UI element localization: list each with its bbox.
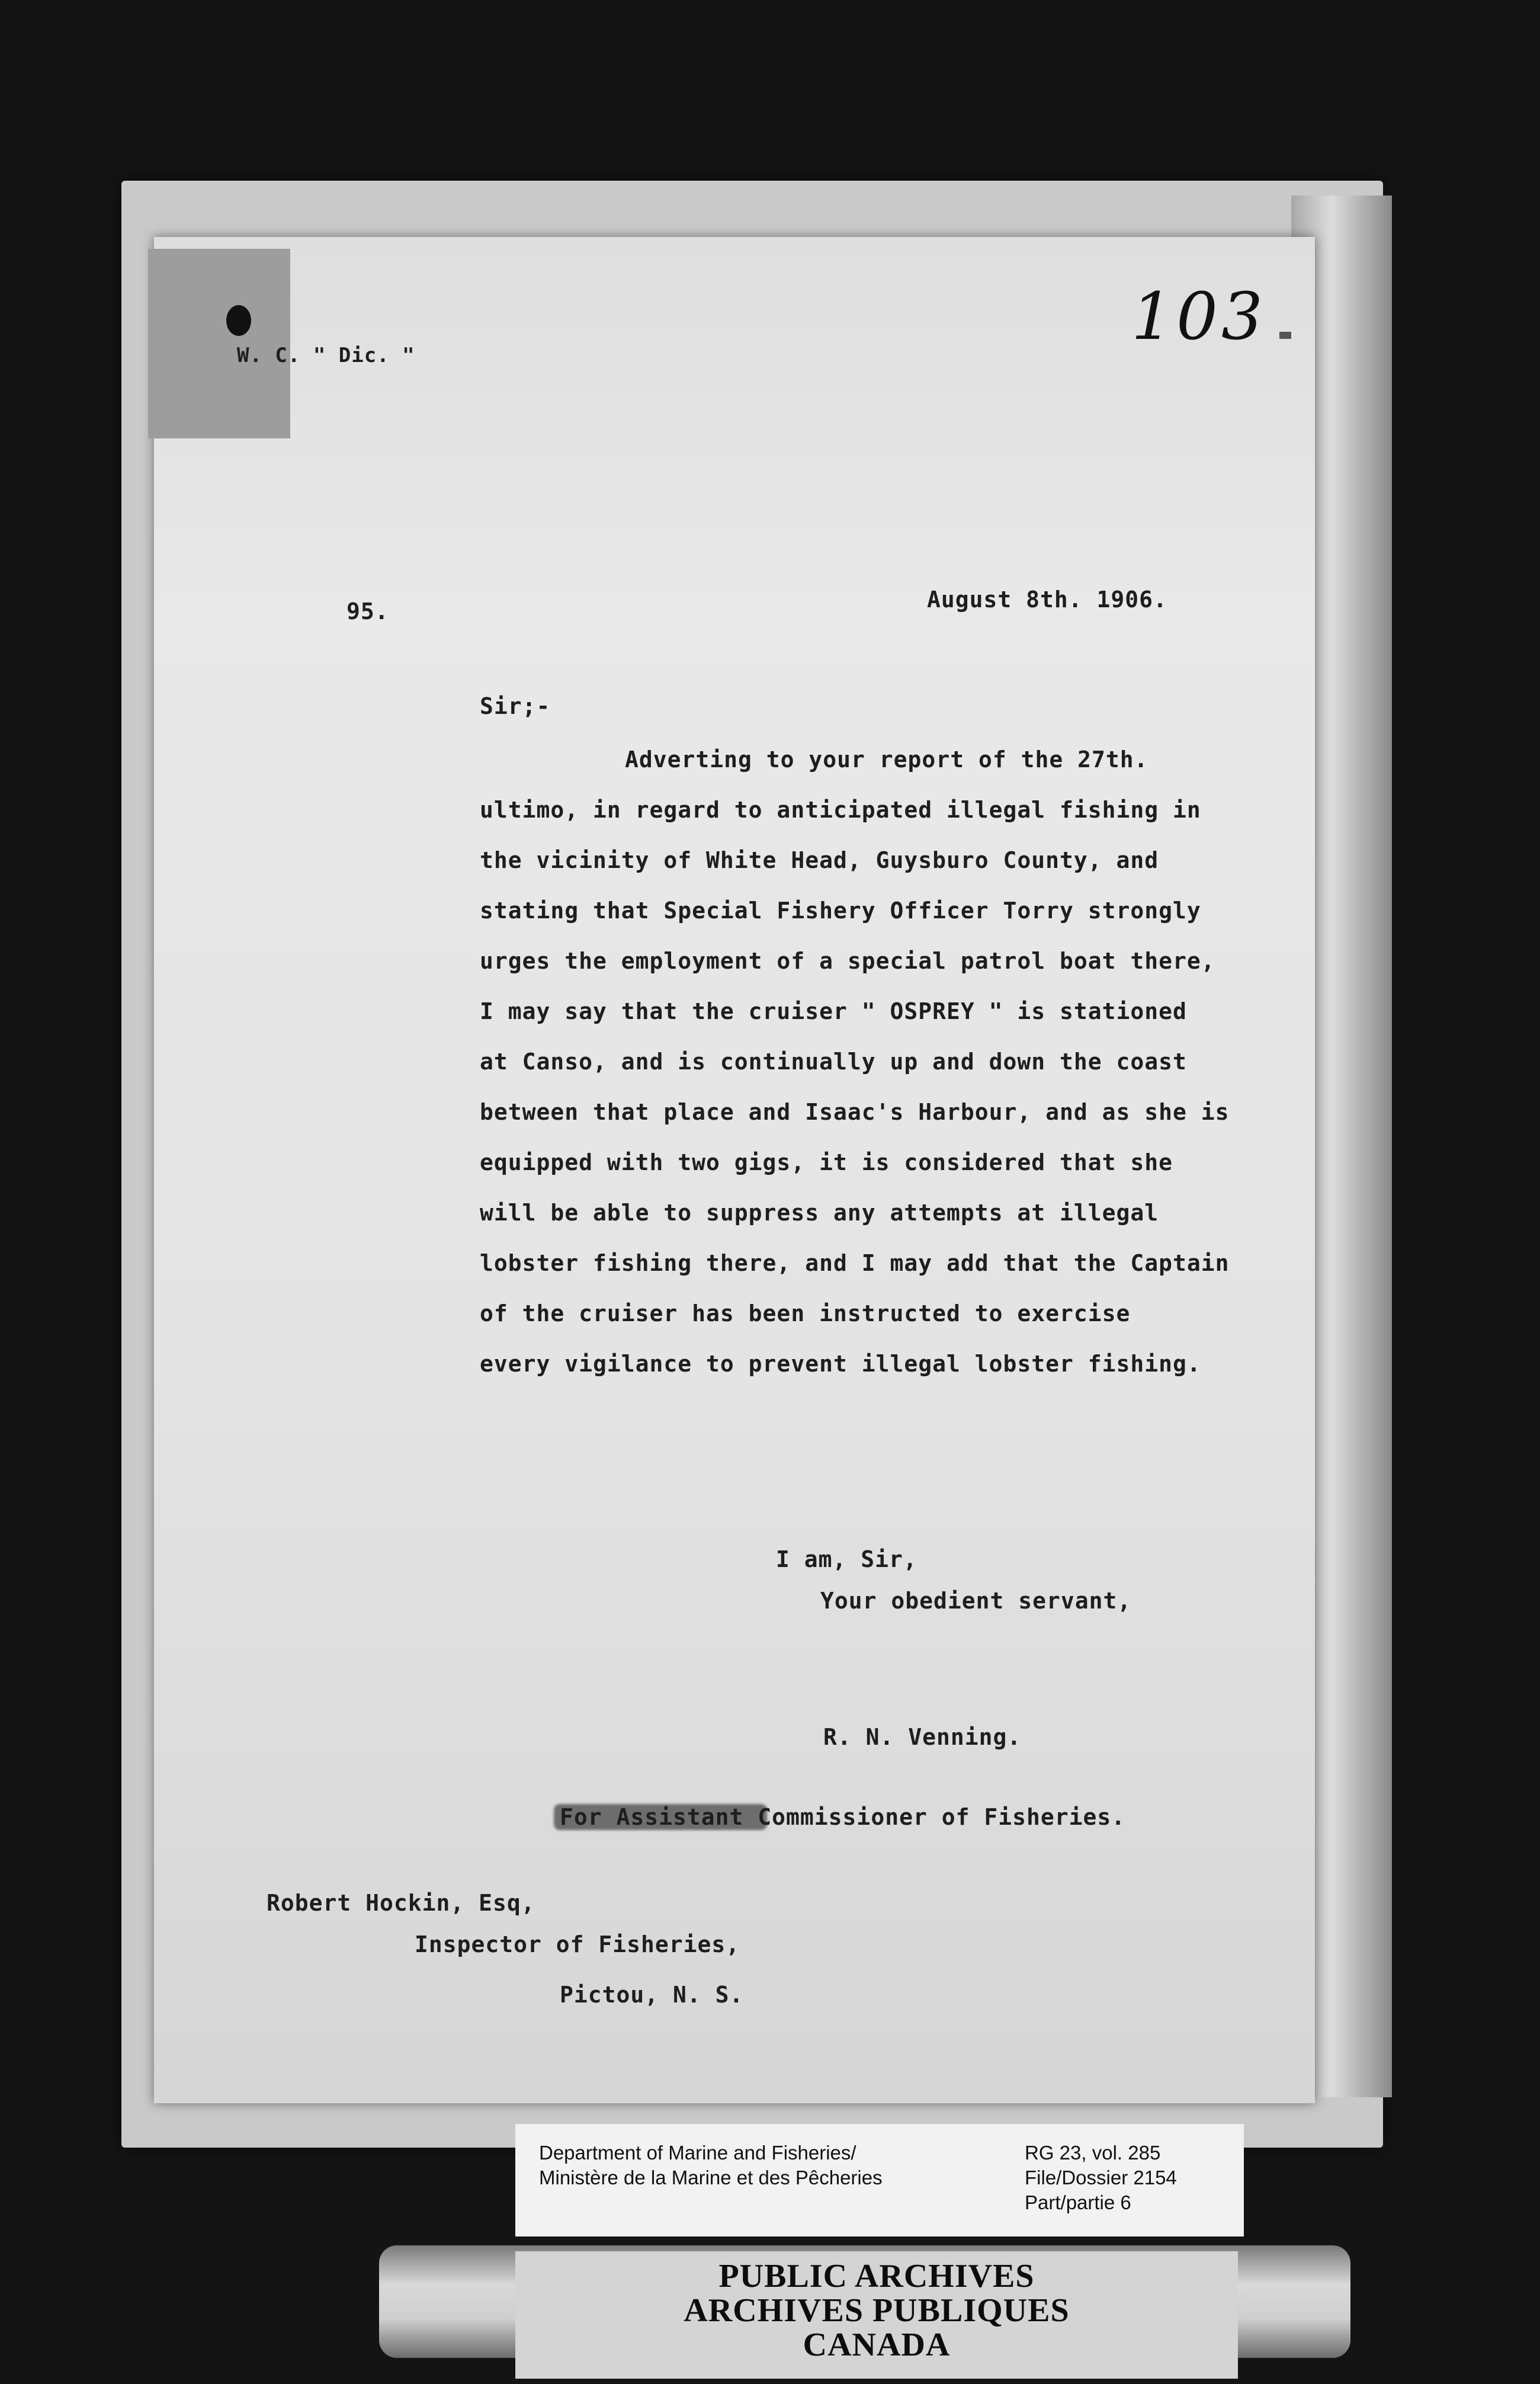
body-line: equipped with two gigs, it is considered that she: [480, 1149, 1173, 1175]
part-number: Part/partie 6: [1025, 2191, 1131, 2213]
body-line: every vigilance to prevent illegal lobster fishing.: [480, 1351, 1201, 1377]
file-reference: W. C. " Dic. ": [237, 344, 415, 367]
archive-stamp: [515, 2251, 1238, 2379]
archive-stamp-line: CANADA: [803, 2327, 951, 2363]
salutation: Sir;-: [480, 693, 551, 719]
margin-mark: [1279, 332, 1291, 339]
letter-number: 95.: [346, 598, 389, 624]
record-group: RG 23, vol. 285: [1025, 2142, 1161, 2164]
body-line: will be able to suppress any attempts at illegal: [480, 1200, 1159, 1226]
letter-date: August 8th. 1906.: [927, 587, 1167, 613]
body-line: Adverting to your report of the 27th.: [625, 746, 1148, 773]
signature-title: For Assistant Commissioner of Fisheries.: [560, 1804, 1126, 1830]
body-line: ultimo, in regard to anticipated illegal fishing in: [480, 797, 1201, 823]
body-line: lobster fishing there, and I may add that the Captain: [480, 1250, 1230, 1276]
addressee-name: Robert Hockin, Esq,: [267, 1890, 535, 1916]
punch-hole: [226, 305, 251, 336]
closing-line: Your obedient servant,: [820, 1588, 1132, 1614]
signature: R. N. Venning.: [823, 1724, 1022, 1750]
file-number: File/Dossier 2154: [1025, 2167, 1177, 2188]
body-line: stating that Special Fishery Officer Torry strongly: [480, 898, 1201, 924]
addressee-place: Pictou, N. S.: [560, 1982, 744, 2008]
department-en: Department of Marine and Fisheries/: [539, 2142, 856, 2164]
closing-line: I am, Sir,: [776, 1546, 917, 1572]
archive-reference-label: [515, 2124, 1244, 2236]
addressee-title: Inspector of Fisheries,: [415, 1931, 740, 1957]
body-line: between that place and Isaac's Harbour, and as she is: [480, 1099, 1230, 1125]
archive-stamp-line: PUBLIC ARCHIVES: [718, 2258, 1035, 2295]
archive-stamp-line: ARCHIVES PUBLIQUES: [684, 2292, 1070, 2329]
body-line: of the cruiser has been instructed to exercise: [480, 1300, 1131, 1326]
body-line: urges the employment of a special patrol boat there,: [480, 948, 1215, 974]
body-line: I may say that the cruiser " OSPREY " is stationed: [480, 998, 1187, 1024]
department-fr: Ministère de la Marine et des Pêcheries: [539, 2167, 883, 2188]
folio-number: 103: [1131, 278, 1266, 354]
body-line: the vicinity of White Head, Guysburo County, and: [480, 847, 1159, 873]
body-line: at Canso, and is continually up and down the coast: [480, 1049, 1187, 1075]
